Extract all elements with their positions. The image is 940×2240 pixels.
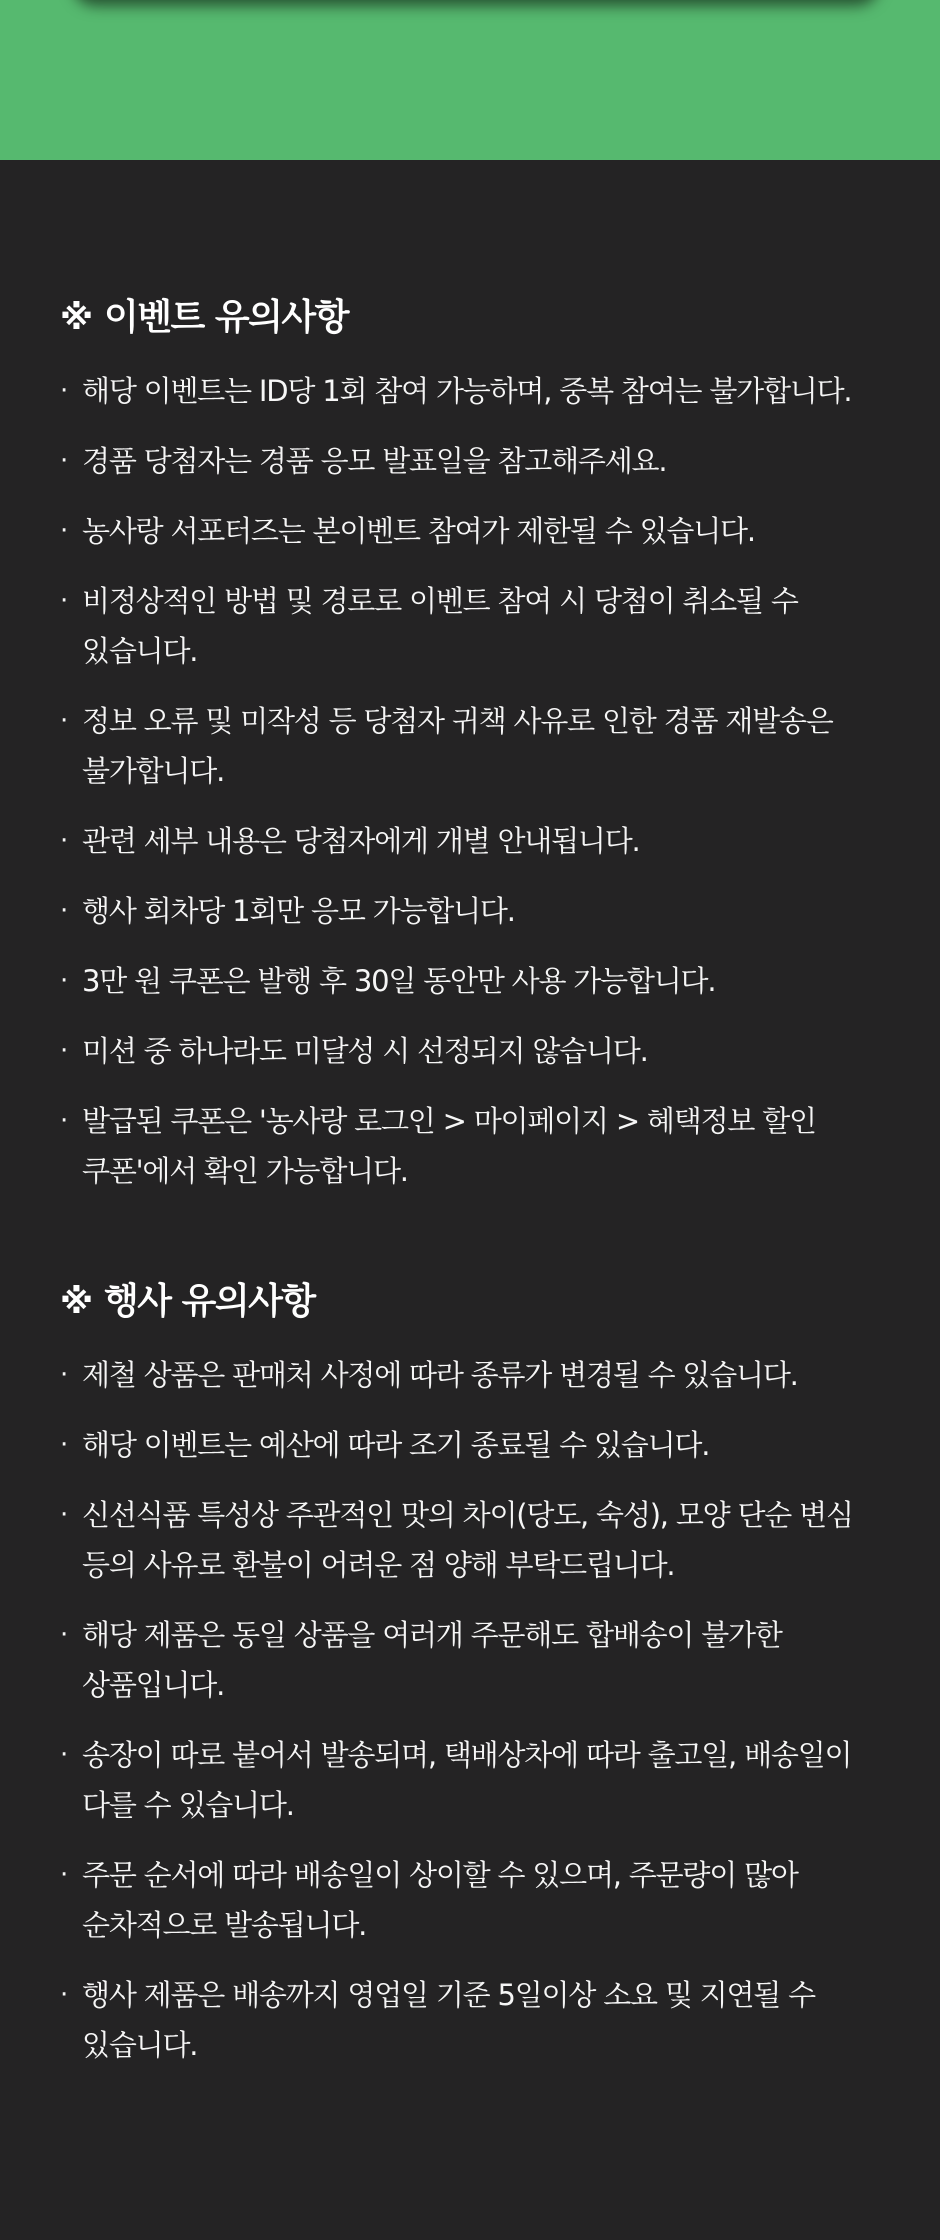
bullet-dot-icon: · — [60, 1620, 68, 1650]
event-notice-item — [60, 816, 900, 866]
bullet-dot-icon: · — [60, 376, 68, 406]
event-notice-item-text: 비정상적인 방법 및 경로로 이벤트 참여 시 당첨이 취소될 수 있습니다. — [82, 584, 798, 668]
operation-notice-item — [60, 1610, 900, 1710]
event-notice-item-text: 경품 당첨자는 경품 응모 발표일을 참고해주세요. — [82, 444, 667, 478]
bullet-dot-icon: · — [60, 896, 68, 926]
operation-notice-heading — [60, 1272, 900, 1332]
event-notice-list — [60, 366, 900, 1196]
bullet-dot-icon: · — [60, 826, 68, 856]
bullet-dot-icon: · — [60, 706, 68, 736]
event-notice-heading — [60, 288, 900, 348]
bullet-dot-icon: · — [60, 586, 68, 616]
operation-notice-list — [60, 1350, 900, 2070]
event-notice-item — [60, 886, 900, 936]
bullet-dot-icon: · — [60, 1430, 68, 1460]
operation-notice-item-text: 주문 순서에 따라 배송일이 상이할 수 있으며, 주문량이 많아 순차적으로 발송됩니다. — [82, 1858, 798, 1942]
bullet-dot-icon: · — [60, 966, 68, 996]
operation-notice-item-text: 행사 제품은 배송까지 영업일 기준 5일이상 소요 및 지연될 수 있습니다. — [82, 1978, 815, 2062]
operation-notice-item — [60, 1350, 900, 1400]
operation-notice-item-text: 해당 이벤트는 예산에 따라 조기 종료될 수 있습니다. — [82, 1428, 710, 1462]
operation-notice-title: 행사 유의사항 — [104, 1281, 315, 1322]
event-notice-item-text: 관련 세부 내용은 당첨자에게 개별 안내됩니다. — [82, 824, 640, 858]
operation-notice-item-text: 신선식품 특성상 주관적인 맛의 차이(당도, 숙성), 모양 단순 변심 등의 사유로 환불이 어려운 점 양해 부탁드립니다. — [82, 1498, 853, 1582]
operation-notice-item — [60, 1970, 900, 2070]
bullet-dot-icon: · — [60, 1036, 68, 1066]
bullet-dot-icon: · — [60, 1860, 68, 1890]
event-notice-item — [60, 1026, 900, 1076]
event-notice-item-text: 3만 원 쿠폰은 발행 후 30일 동안만 사용 가능합니다. — [82, 964, 716, 998]
event-notice-item — [60, 506, 900, 556]
operation-notice-item — [60, 1490, 900, 1590]
event-notice-section — [60, 288, 900, 1216]
event-notice-item — [60, 436, 900, 486]
bullet-dot-icon: · — [60, 1500, 68, 1530]
operation-notice-item — [60, 1730, 900, 1830]
operation-notice-item — [60, 1850, 900, 1950]
event-notice-title: 이벤트 유의사항 — [104, 297, 348, 338]
bullet-dot-icon: · — [60, 516, 68, 546]
event-notice-item — [60, 1096, 900, 1196]
operation-notice-section — [60, 1272, 900, 2090]
bullet-dot-icon: · — [60, 1360, 68, 1390]
bullet-dot-icon: · — [60, 1740, 68, 1770]
reference-mark-icon: ※ — [60, 298, 94, 338]
promo-banner-bottom — [0, 0, 940, 160]
event-notice-item — [60, 696, 900, 796]
operation-notice-item-text: 제철 상품은 판매처 사정에 따라 종류가 변경될 수 있습니다. — [82, 1358, 798, 1392]
operation-notice-item-text: 해당 제품은 동일 상품을 여러개 주문해도 합배송이 불가한 상품입니다. — [82, 1618, 782, 1702]
bullet-dot-icon: · — [60, 1106, 68, 1136]
event-notice-item-text: 발급된 쿠폰은 '농사랑 로그인 > 마이페이지 > 혜택정보 할인 쿠폰'에서 확인 가능합니다. — [82, 1104, 816, 1188]
event-notice-item-text: 해당 이벤트는 ID당 1회 참여 가능하며, 중복 참여는 불가합니다. — [82, 374, 852, 408]
operation-notice-item — [60, 1420, 900, 1470]
event-notice-item-text: 농사랑 서포터즈는 본이벤트 참여가 제한될 수 있습니다. — [82, 514, 755, 548]
operation-notice-item-text: 송장이 따로 붙어서 발송되며, 택배상차에 따라 출고일, 배송일이 다를 수 있습니다. — [82, 1738, 852, 1822]
event-notice-item-text: 행사 회차당 1회만 응모 가능합니다. — [82, 894, 515, 928]
event-notice-item — [60, 576, 900, 676]
event-notice-item-text: 미션 중 하나라도 미달성 시 선정되지 않습니다. — [82, 1034, 648, 1068]
bullet-dot-icon: · — [60, 446, 68, 476]
event-notice-item — [60, 366, 900, 416]
bullet-dot-icon: · — [60, 1980, 68, 2010]
event-notice-item — [60, 956, 900, 1006]
event-notice-item-text: 정보 오류 및 미작성 등 당첨자 귀책 사유로 인한 경품 재발송은 불가합니다. — [82, 704, 833, 788]
reference-mark-icon: ※ — [60, 1282, 94, 1322]
